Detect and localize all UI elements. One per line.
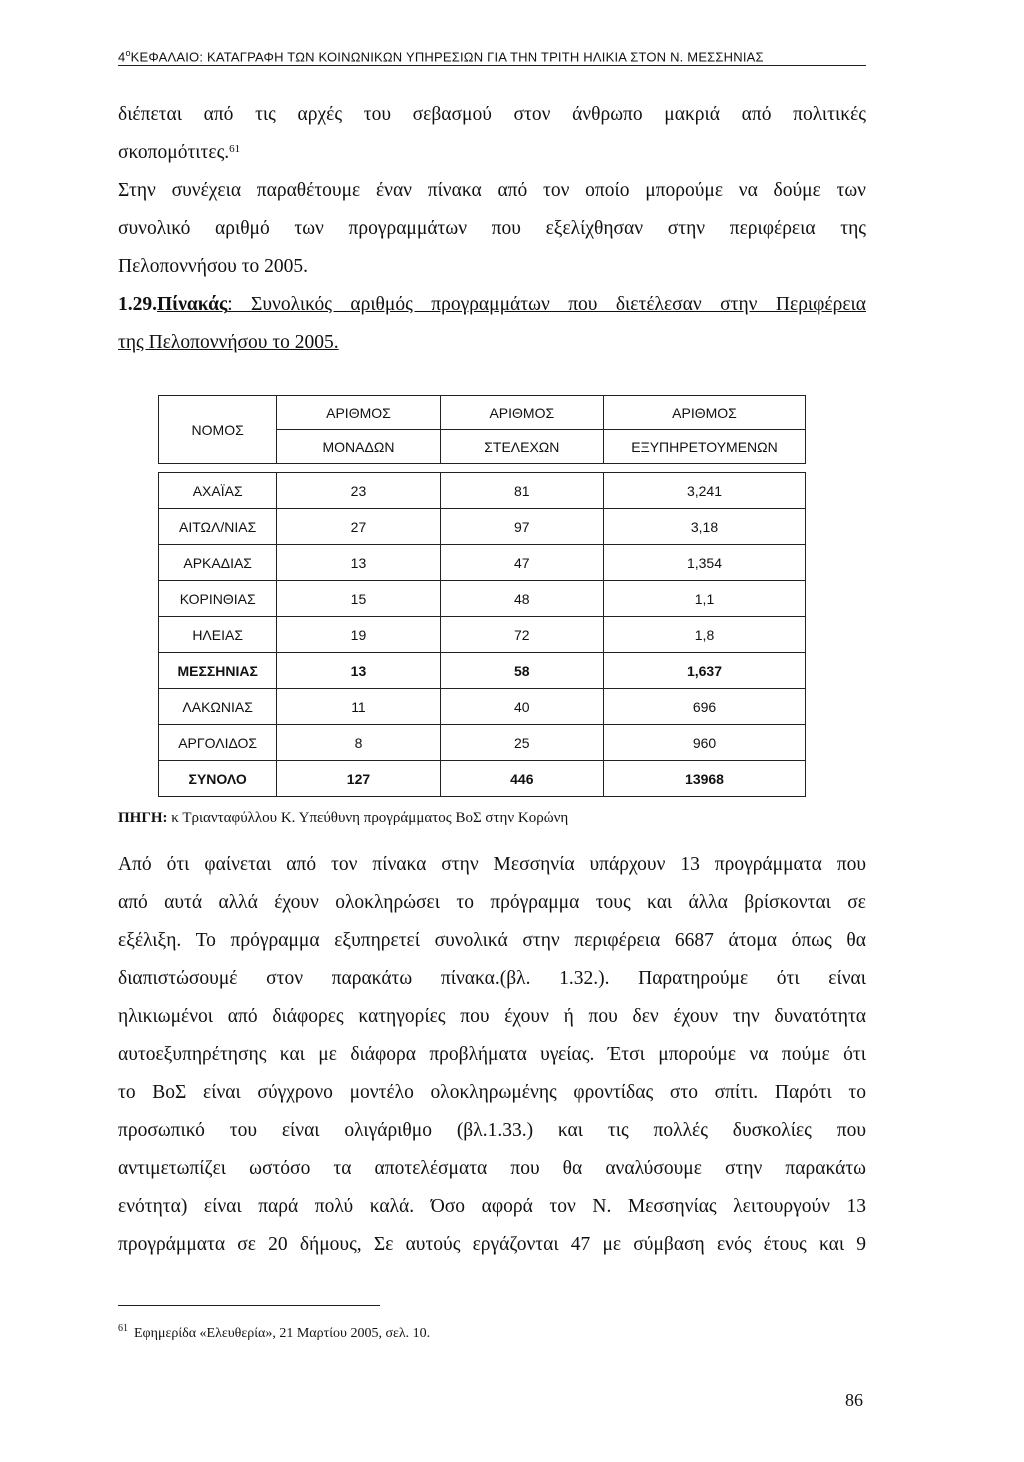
table-row [159,545,806,581]
cell-nomos: ΑΙΤΩΛ/ΝΙΑΣ [159,509,277,545]
cell-staff: 48 [440,581,603,617]
cell-units: 127 [277,761,440,797]
cell-served: 960 [604,725,806,761]
footnote-divider [118,1305,380,1306]
cell-served: 3,18 [604,509,806,545]
table-row [159,473,806,509]
cell-staff: 72 [440,617,603,653]
intro-line-2-text: σκοπομότιτες. [118,142,230,163]
cell-served: 1,1 [604,581,806,617]
header-ordinal: ο [125,48,131,58]
page-number: 86 [845,1390,863,1410]
cell-staff: 25 [440,725,603,761]
footnote-reference[interactable]: 61 [229,143,241,155]
programs-table [158,395,806,797]
header-units-top: ΑΡΙΘΜΟΣ [277,396,440,430]
footnote-number: 61 [118,1323,128,1334]
cell-units: 11 [277,689,440,725]
intro-line-2 [118,134,866,172]
table-row [159,725,806,761]
header-chapter-number: 4 [118,49,126,65]
footnote-text: Εφημερίδα «Ελευθερία», 21 Μαρτίου 2005, σελ. 10. [134,1326,431,1341]
cell-served: 13968 [604,761,806,797]
header-served-bottom: ΕΞΥΠΗΡΕΤΟΥΜΕΝΩΝ [604,430,806,464]
cell-staff: 97 [440,509,603,545]
body-line: εξέλιξη. Το πρόγραμμα εξυπηρετεί συνολικά στην περιφέρεια 6687 άτομα όπως θα [118,930,866,951]
cell-nomos: ΗΛΕΙΑΣ [159,617,277,653]
caption-text-2: της Πελοποννήσου το 2005. [118,332,339,353]
cell-nomos: ΚΟΡΙΝΘΙΑΣ [159,581,277,617]
table-row [159,689,806,725]
source-text: κ Τριανταφύλλου Κ. Υπεύθυνη προγράμματος ΒοΣ στην Κορώνη [167,810,569,826]
cell-nomos: ΣΥΝΟΛΟ [159,761,277,797]
caption-label: Πίνακάς [157,294,228,315]
body-line: αυτοεξυπηρέτησης και με διάφορα προβλήματα υγείας. Έτσι μπορούμε να πούμε ότι [118,1044,866,1065]
body-line: αντιμετωπίζει ωστόσο τα αποτελέσματα που θα αναλύσουμε στην παρακάτω [118,1158,866,1179]
cell-staff: 446 [440,761,603,797]
cell-nomos: ΑΧΑΪΑΣ [159,473,277,509]
header-staff-bottom: ΣΤΕΛΕΧΩΝ [440,430,603,464]
cell-units: 15 [277,581,440,617]
cell-units: 13 [277,545,440,581]
header-gap [159,464,806,473]
cell-staff: 47 [440,545,603,581]
table-row-highlight [159,653,806,689]
footnote [118,1323,431,1342]
table-row [159,617,806,653]
cell-nomos: ΑΡΓΟΛΙΔΟΣ [159,725,277,761]
body-line: προγράμματα σε 20 δήμους, Σε αυτούς εργάζονται 47 με σύμβαση ενός έτους και 9 [118,1234,866,1255]
cell-nomos: ΑΡΚΑΔΙΑΣ [159,545,277,581]
body-line: Από ότι φαίνεται από τον πίνακα στην Μεσσηνία υπάρχουν 13 προγράμματα που [118,854,866,875]
caption-text-1: : Συνολικός αριθμός προγραμμάτων που διετέλεσαν στην Περιφέρεια [227,294,866,315]
caption-line-2 [118,324,866,362]
intro-line-3: Στην συνέχεια παραθέτουμε έναν πίνακα από τον οποίο μπορούμε να δούμε των [118,180,866,201]
header-title: ΚΕΦΑΛΑΙΟ: ΚΑΤΑΓΡΑΦΗ ΤΩΝ ΚΟΙΝΩΝΙΚΩΝ ΥΠΗΡΕΣΙΩΝ ΓΙΑ ΤΗΝ ΤΡΙΤΗ ΗΛΙΚΙΑ ΣΤΟΝ Ν. ΜΕΣΣΗΝΙΑΣ [130,49,764,65]
cell-units: 19 [277,617,440,653]
cell-nomos: ΜΕΣΣΗΝΙΑΣ [159,653,277,689]
body-line: από αυτά αλλά έχουν ολοκληρώσει το πρόγραμμα τους και άλλα βρίσκονται σε [118,892,866,913]
intro-line-5: Πελοποννήσου το 2005. [118,256,309,277]
header-served-top: ΑΡΙΘΜΟΣ [604,396,806,430]
body-line: διαπιστώσουμέ στον παρακάτω πίνακα.(βλ. 1.32.). Παρατηρούμε ότι είναι [118,968,866,989]
table-total-row [159,761,806,797]
header-units-bottom: ΜΟΝΑΔΩΝ [277,430,440,464]
body-line: προσωπικό του είναι ολιγάριθμο (βλ.1.33.) και τις πολλές δυσκολίες που [118,1120,866,1141]
cell-units: 23 [277,473,440,509]
cell-served: 1,354 [604,545,806,581]
cell-served: 1,637 [604,653,806,689]
cell-served: 3,241 [604,473,806,509]
table-row [159,509,806,545]
cell-staff: 40 [440,689,603,725]
cell-staff: 81 [440,473,603,509]
cell-nomos: ΛΑΚΩΝΙΑΣ [159,689,277,725]
body-line: το ΒοΣ είναι σύγχρονο μοντέλο ολοκληρωμένης φροντίδας στο σπίτι. Παρότι το [118,1082,866,1103]
body-line: ενότητα) είναι παρά πολύ καλά. Όσο αφορά τον Ν. Μεσσηνίας λειτουργούν 13 [118,1196,866,1217]
intro-line-4: συνολικό αριθμό των προγραμμάτων που εξελίχθησαν στην περιφέρεια της [118,218,866,239]
table-row [159,581,806,617]
running-header [118,48,866,66]
caption-number: 1.29. [118,294,157,315]
table-header-row [159,396,806,430]
header-nomos: ΝΟΜΟΣ [159,396,277,464]
cell-units: 13 [277,653,440,689]
body-line: ηλικιωμένοι από διάφορες κατηγορίες που έχουν ή που δεν έχουν την δυνατότητα [118,1006,866,1027]
cell-units: 8 [277,725,440,761]
intro-line-1: διέπεται από τις αρχές του σεβασμού στον άνθρωπο μακριά από πολιτικές [118,104,866,125]
table-caption [118,286,866,362]
cell-units: 27 [277,509,440,545]
source-label: ΠΗΓΗ: [118,810,168,826]
cell-staff: 58 [440,653,603,689]
caption-line-1 [118,286,866,324]
cell-served: 1,8 [604,617,806,653]
header-staff-top: ΑΡΙΘΜΟΣ [440,396,603,430]
cell-served: 696 [604,689,806,725]
table-source [118,810,568,827]
